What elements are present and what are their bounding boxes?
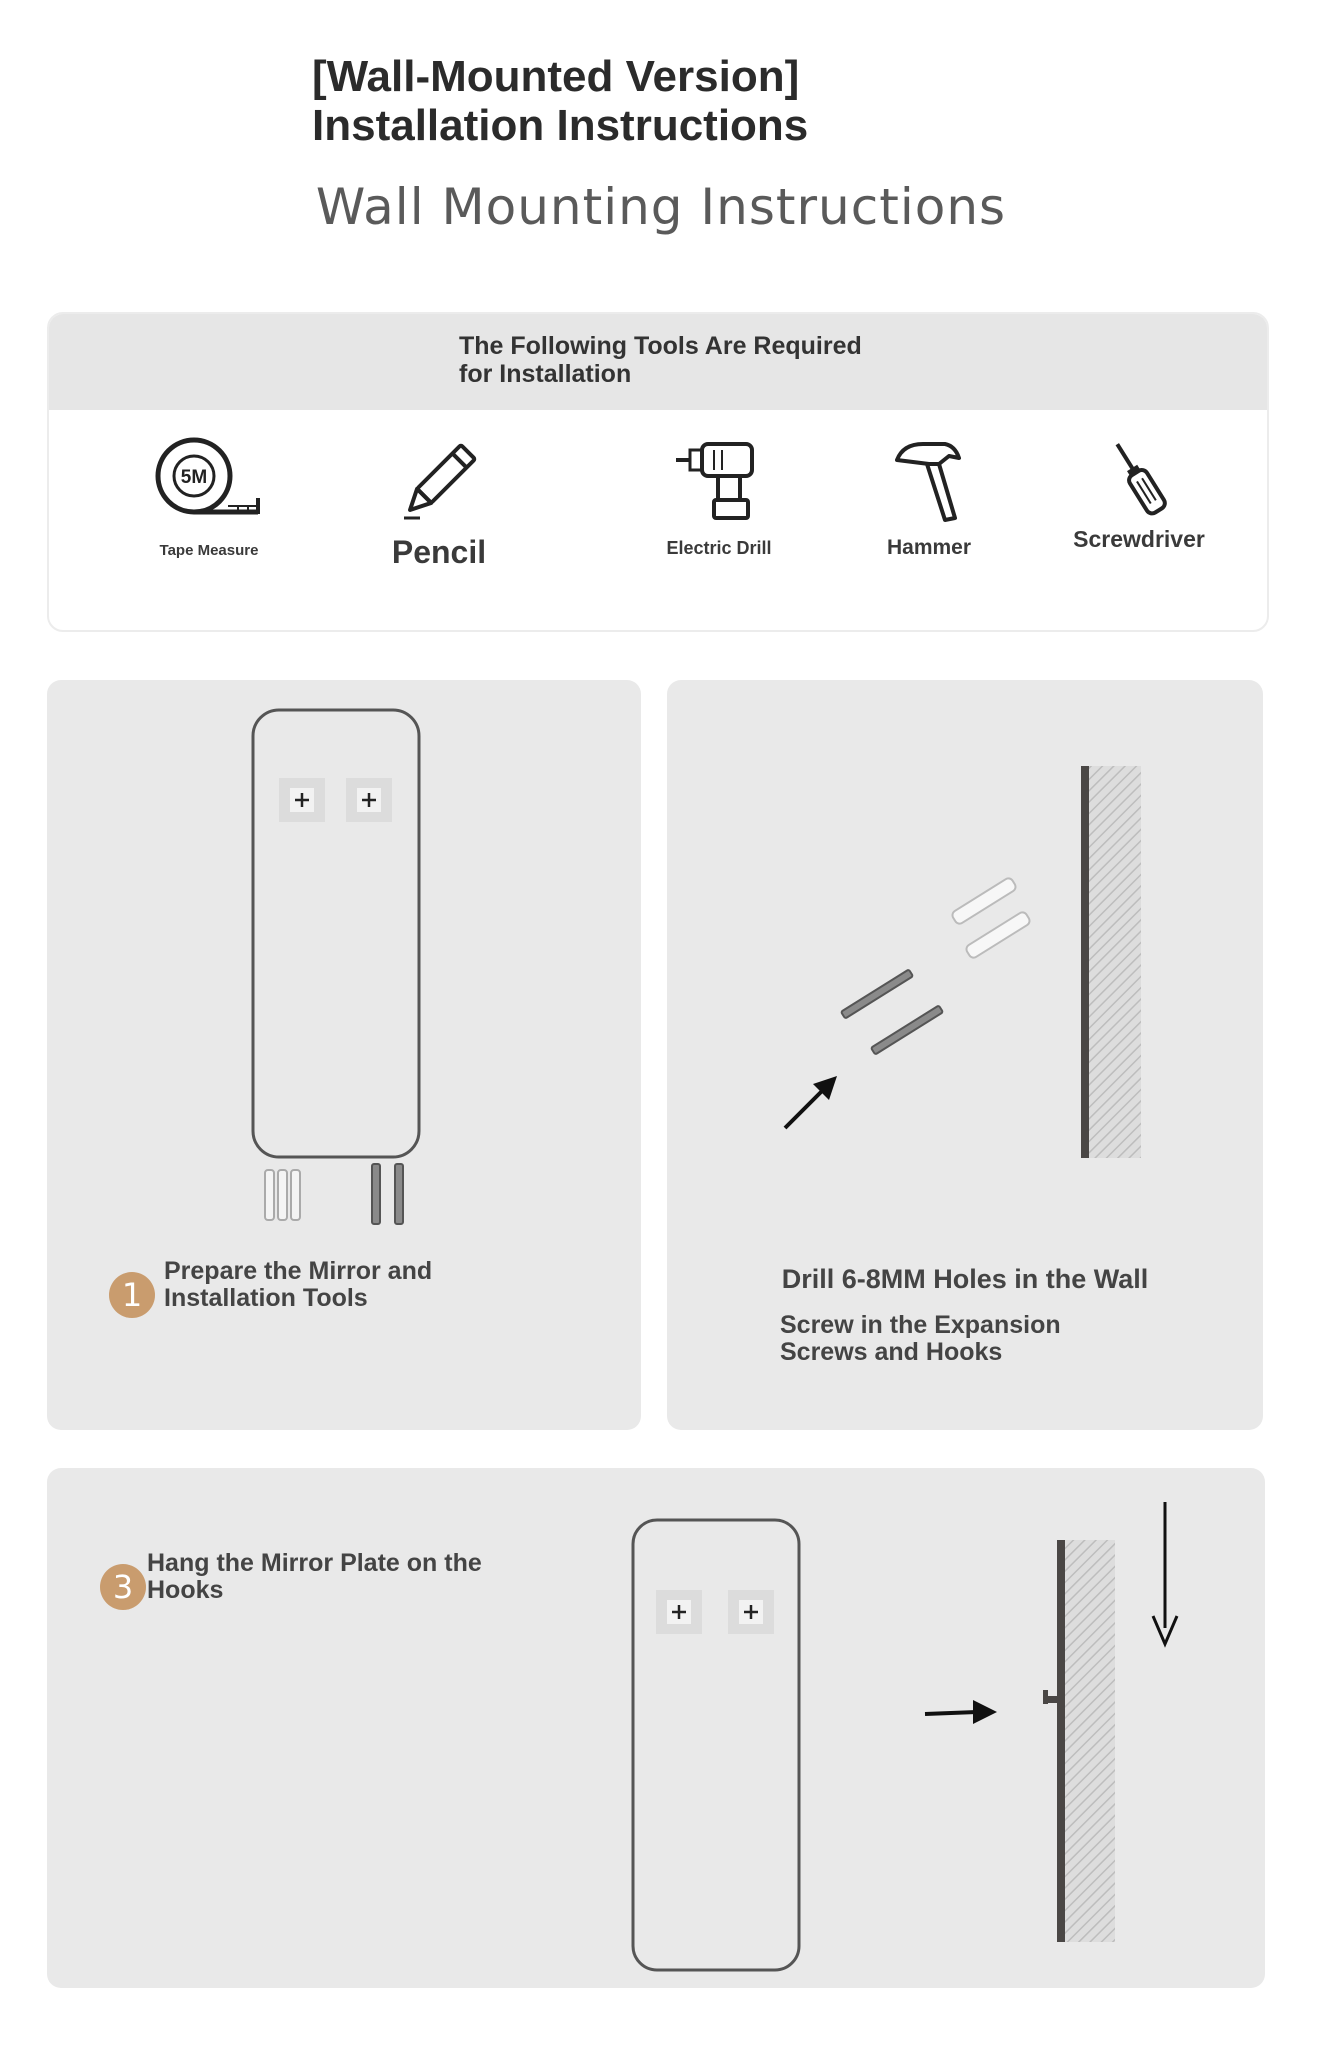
hanging-illustration (47, 1468, 1265, 1988)
title-line-2: Installation Instructions (312, 101, 809, 150)
step-1-text (164, 1258, 544, 1312)
tool-label-tape-measure: Tape Measure (159, 542, 259, 559)
step-2-panel (667, 680, 1263, 1430)
mounting-plate-left (656, 1590, 702, 1634)
expansion-anchors (951, 877, 1032, 960)
insert-arrow-icon (785, 1076, 837, 1128)
step-3-text (147, 1550, 567, 1604)
page-subtitle: Wall Mounting Instructions (315, 178, 1007, 236)
tool-label-screwdriver: Screwdriver (1073, 526, 1205, 552)
tool-label-hammer: Hammer (886, 536, 972, 559)
tool-screwdriver (1049, 436, 1229, 553)
page-title (312, 52, 808, 150)
screws (372, 1164, 403, 1224)
tape-measure-icon (154, 436, 264, 526)
screwdriver-icon (1104, 436, 1174, 522)
wall-anchors (265, 1170, 300, 1220)
step-3-text-line-2: Hooks (147, 1576, 224, 1604)
down-arrow-icon (1153, 1502, 1177, 1644)
step-2-text (780, 1312, 1200, 1366)
step-1-text-line-2: Installation Tools (164, 1284, 368, 1312)
screws (841, 969, 943, 1054)
step-3-panel (47, 1468, 1265, 1988)
mirror-outline (633, 1520, 799, 1970)
tools-heading (459, 332, 979, 388)
tool-electric-drill (609, 436, 829, 559)
mounting-plate-right (346, 778, 392, 822)
mounting-plate-left (279, 778, 325, 822)
pencil-icon (394, 436, 484, 526)
tool-hammer (829, 436, 1029, 560)
tools-heading-line-1: The Following Tools Are Required (459, 332, 862, 360)
tool-tape-measure (129, 436, 289, 559)
step-1-text-line-1: Prepare the Mirror and (164, 1257, 433, 1285)
tool-label-electric-drill: Electric Drill (666, 538, 772, 558)
hammer-icon (889, 436, 969, 526)
tool-label-pencil: Pencil (391, 534, 487, 570)
step-3-text-line-1: Hang the Mirror Plate on the (147, 1549, 482, 1577)
step-1-badge: 1 (109, 1272, 155, 1318)
step-3-badge: 3 (100, 1564, 146, 1610)
wall-surface (1081, 766, 1089, 1158)
title-line-1: [Wall-Mounted Version] (312, 52, 800, 101)
step-2-text-line-1: Screw in the Expansion (780, 1311, 1061, 1339)
wall-surface (1057, 1540, 1065, 1942)
right-arrow-icon (925, 1700, 997, 1724)
tools-heading-line-2: for Installation (459, 360, 632, 388)
tools-card-header (49, 314, 1267, 410)
tools-card (47, 312, 1269, 632)
step-2-heading: Drill 6-8MM Holes in the Wall (781, 1264, 1149, 1294)
step-2-text-line-2: Screws and Hooks (780, 1338, 1003, 1366)
wall-section (1057, 1540, 1115, 1942)
step-1-panel (47, 680, 641, 1430)
tool-pencil (349, 436, 529, 571)
tape-measure-icon-text: 5M (180, 467, 208, 488)
mounting-plate-right (728, 1590, 774, 1634)
wall-section (1081, 766, 1141, 1158)
electric-drill-icon (674, 436, 764, 526)
